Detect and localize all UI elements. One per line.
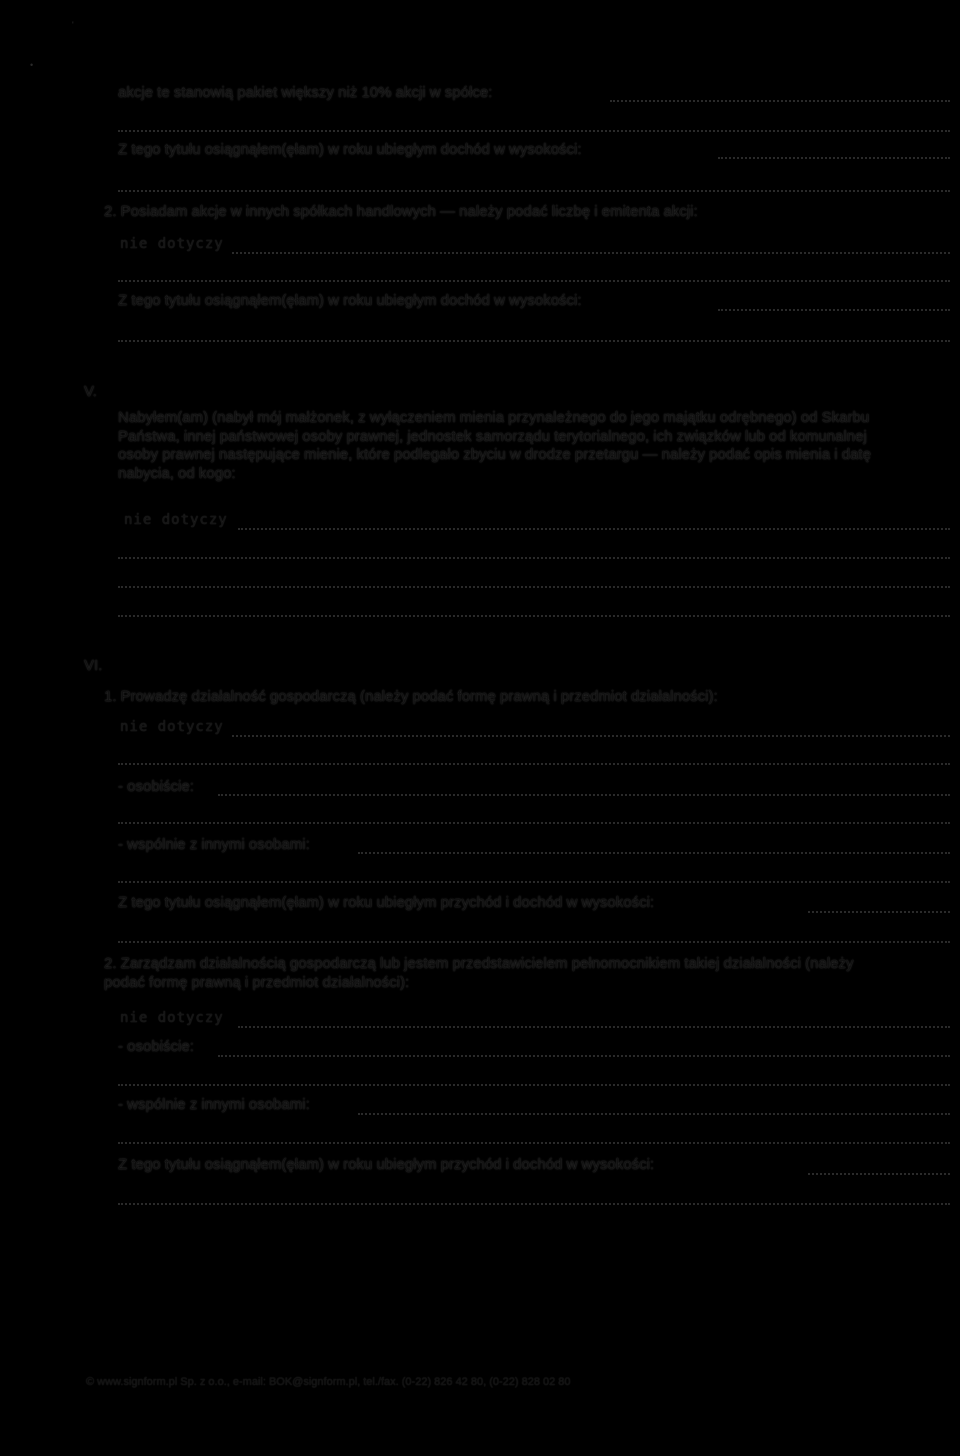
- management-label: 2. Zarządzam działalnością gospodarczą lub jestem przedstawicielem pełnomocnikiem takiej działalności (należy podać formę prawną i przedmiot działalności):: [104, 955, 854, 991]
- business-activity-handwritten: nie dotyczy: [120, 719, 224, 735]
- other-shares-handwritten: nie dotyczy: [120, 236, 224, 252]
- management-income-fill-line: [808, 1173, 950, 1175]
- section-v-paragraph: Nabyłem(am) (nabył mój małżonek, z wyłączeniem mienia przynależnego do jego majątku odrębnego) od Skarbu Państwa, innej państwowej osoby prawnej, jednostek samorządu terytorialnego, ich związków lub od komunalnej osoby prawnej następujące mienie, które podlegało zbyciu w drodze przetargu — należy podać opis mienia i datę nabycia, od kogo:: [118, 409, 871, 482]
- fill-line: [118, 1084, 950, 1086]
- income-fill-line-2: [718, 309, 950, 311]
- fill-line: [118, 822, 950, 824]
- income-label-2: Z tego tytułu osiągnąłem(ęłam) w roku ubiegłym dochód w wysokości:: [118, 292, 582, 309]
- fill-line: [118, 280, 950, 282]
- fill-line: [118, 941, 950, 943]
- management-handwritten: nie dotyczy: [120, 1010, 224, 1026]
- management-jointly-label: - wspólnie z innymi osobami:: [118, 1096, 310, 1113]
- management-income-label: Z tego tytułu osiągnąłem(ęłam) w roku ubiegłym przychód i dochód w wysokości:: [118, 1156, 655, 1173]
- business-jointly-label: - wspólnie z innymi osobami:: [118, 836, 310, 853]
- management-jointly-fill-line: [358, 1113, 950, 1115]
- management-personally-label: - osobiście:: [118, 1038, 194, 1055]
- fill-line: [238, 528, 950, 530]
- fill-line: [238, 1026, 950, 1028]
- fill-line: [118, 1142, 950, 1144]
- scan-speck: •: [30, 60, 34, 70]
- income-fill-line-1: [718, 157, 950, 159]
- business-income-label: Z tego tytułu osiągnąłem(ęłam) w roku ubiegłym przychód i dochód w wysokości:: [118, 894, 655, 911]
- section-v-numeral: V.: [84, 383, 97, 400]
- section-vi-numeral: VI.: [84, 657, 103, 674]
- scan-speck: ': [72, 20, 74, 30]
- income-label-1: Z tego tytułu osiągnąłem(ęłam) w roku ubiegłym dochód w wysokości:: [118, 141, 582, 158]
- business-jointly-fill-line: [358, 852, 950, 854]
- fill-line: [118, 1203, 950, 1205]
- management-personally-fill-line: [218, 1055, 950, 1057]
- fill-line: [232, 735, 950, 737]
- business-activity-label: 1. Prowadzę działalność gospodarczą (należy podać formę prawną i przedmiot działalności):: [104, 688, 718, 705]
- fill-line: [118, 130, 950, 132]
- shares-stake-label: akcje te stanowią pakiet większy niż 10% akcji w spółce:: [118, 84, 493, 101]
- fill-line: [118, 881, 950, 883]
- fill-line: [118, 586, 950, 588]
- fill-line: [232, 252, 950, 254]
- other-shares-label: 2. Posiadam akcje w innych spółkach handlowych — należy podać liczbę i emitenta akcji:: [104, 203, 698, 220]
- business-personally-label: - osobiście:: [118, 778, 194, 795]
- shares-stake-fill-line: [610, 100, 950, 102]
- fill-line: [118, 190, 950, 192]
- page-footer: © www.signform.pl Sp. z o.o., e-mail: BOK@signform.pl, tel./fax. (0-22) 826 42 80, (0-22) 828 02 80: [86, 1376, 571, 1388]
- fill-line: [118, 615, 950, 617]
- fill-line: [118, 557, 950, 559]
- fill-line: [118, 763, 950, 765]
- business-personally-fill-line: [218, 794, 950, 796]
- business-income-fill-line: [808, 911, 950, 913]
- fill-line: [118, 340, 950, 342]
- section-v-handwritten: nie dotyczy: [124, 512, 228, 528]
